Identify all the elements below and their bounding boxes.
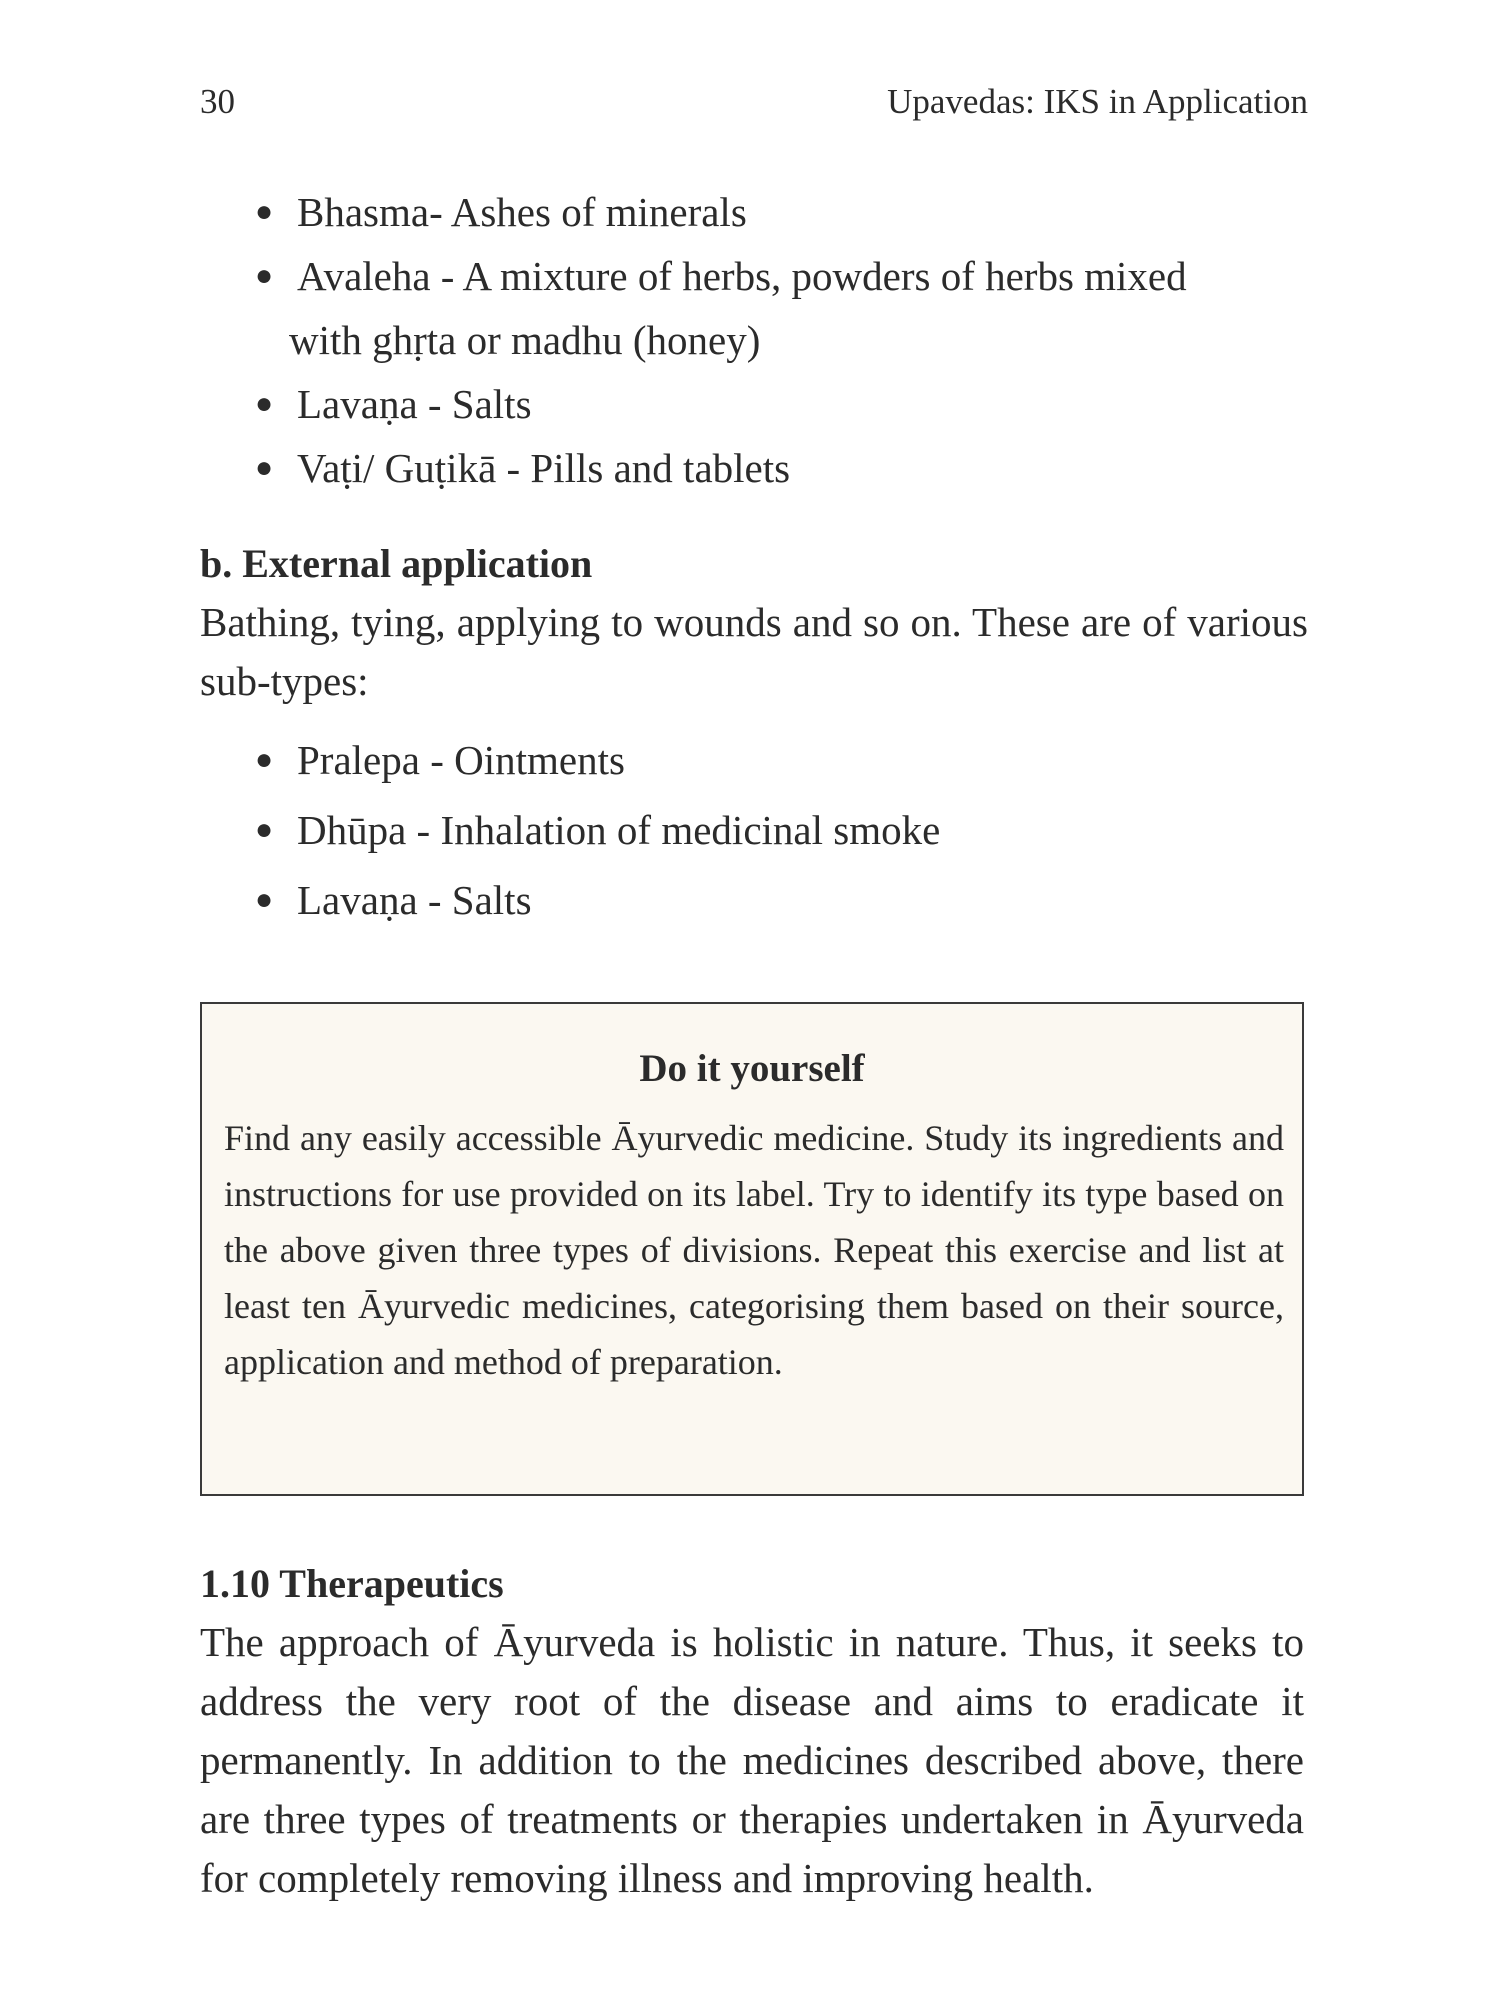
list-item-text: Pralepa - Ointments	[297, 737, 625, 783]
bullet-icon: ●	[255, 743, 274, 776]
list-item-text: Avaleha - A mixture of herbs, powders of herbs mixed	[297, 253, 1187, 299]
list-item-text: Lavaṇa - Salts	[297, 381, 532, 427]
bullet-icon: ●	[255, 195, 274, 228]
section-heading-therapeutics: 1.10 Therapeutics	[200, 1561, 504, 1606]
bullet-icon: ●	[255, 259, 274, 292]
list-item	[200, 372, 1308, 436]
bullet-icon: ●	[255, 813, 274, 846]
list-item	[200, 436, 1308, 500]
list-item	[200, 725, 1308, 795]
list-item	[200, 865, 1308, 935]
do-it-yourself-box	[200, 1002, 1304, 1496]
list-item-text: Vaṭi/ Guṭikā - Pills and tablets	[297, 445, 791, 491]
medicine-type-list	[200, 180, 1308, 500]
list-item-text: Bhasma- Ashes of minerals	[297, 189, 747, 235]
bullet-icon: ●	[255, 451, 274, 484]
box-title: Do it yourself	[639, 1047, 865, 1090]
page-number: 30	[200, 82, 235, 121]
bullet-icon: ●	[255, 387, 274, 420]
page-header	[200, 82, 1308, 132]
external-application-list	[200, 725, 1308, 935]
section-heading-external-application: b. External application	[200, 541, 593, 586]
list-item	[200, 180, 1308, 244]
box-body: Find any easily accessible Āyurvedic medicine. Study its ingredients and instructions for use provided on its label. Try to identify its type based on the above given three types of divisions. Repeat this exercise and list at least ten Āyurvedic medicines, categorising them based on their source, application and method of preparation.	[224, 1118, 1284, 1382]
list-item	[200, 244, 1308, 372]
list-item-text: Lavaṇa - Salts	[297, 877, 532, 923]
bullet-icon: ●	[255, 883, 274, 916]
section-paragraph: Bathing, tying, applying to wounds and so on. These are of various sub-types:	[200, 599, 1308, 704]
section-paragraph: The approach of Āyurveda is holistic in nature. Thus, it seeks to address the very root of the disease and aims to eradicate it permanently. In addition to the medicines described above, there are three types of treatments or therapies undertaken in Āyurveda for completely removing illness and improving health.	[200, 1619, 1304, 1901]
list-item-text-continued: with ghṛta or madhu (honey)	[289, 317, 761, 363]
list-item-text: Dhūpa - Inhalation of medicinal smoke	[297, 807, 941, 853]
page-content	[200, 180, 1308, 923]
running-title: Upavedas: IKS in Application	[887, 82, 1308, 121]
list-item	[200, 795, 1308, 865]
